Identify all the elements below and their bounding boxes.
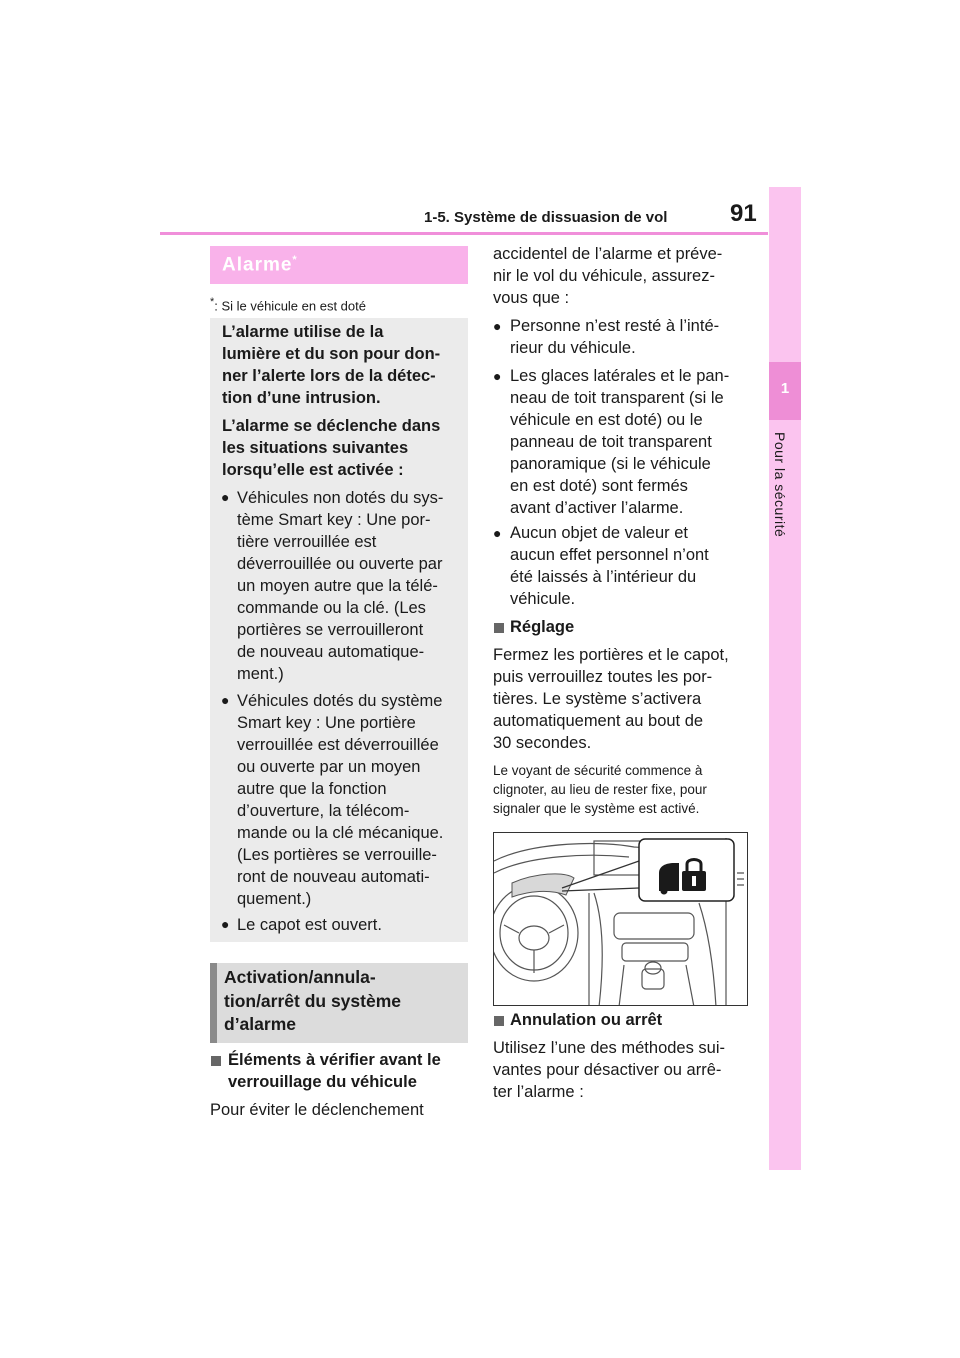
check-continued: accidentel de l’alarme et préve- nir le vol du véhicule, assurez- vous que : — [493, 245, 723, 307]
bullet-nobody-inside: Personne n’est resté à l’inté- rieur du véhicule. — [510, 317, 720, 357]
cancel-paragraph: Utilisez l’une des méthodes sui- vantes pour désactiver ou arrê- ter l’alarme : — [493, 1039, 726, 1101]
bullet-icon: ● — [493, 368, 502, 384]
chapter-number: 1 — [780, 380, 790, 397]
bullet-no-valuables: Aucun objet de valeur et aucun effet personnel n’ont été laissés à l’intérieur du véhicule. — [510, 524, 709, 608]
activation-heading: Activation/annula- tion/arrêt du système d’alarme — [224, 967, 401, 1034]
activation-heading-accent — [210, 963, 217, 1043]
bullet-icon: ● — [221, 916, 230, 932]
check-intro: Pour éviter le déclenchement — [210, 1101, 424, 1119]
bullet-icon: ● — [493, 318, 502, 334]
bullet-icon: ● — [221, 692, 230, 708]
alarm-heading: Alarme* — [222, 254, 298, 276]
square-bullet-icon — [494, 1014, 510, 1032]
section-title: 1-5. Système de dissuasion de vol — [424, 209, 668, 226]
footnote: *: Si le véhicule en est doté — [210, 296, 366, 314]
setting-heading: Réglage — [510, 618, 575, 636]
footnote-marker: * — [292, 254, 298, 266]
intro-paragraph: L’alarme utilise de la lumière et du son pour don- ner l’alerte lors de la détec- tion d’une intrusion. — [222, 323, 441, 407]
bullet-icon: ● — [493, 525, 502, 541]
cancel-heading: Annulation ou arrêt — [510, 1011, 663, 1029]
setting-paragraph: Fermez les portières et le capot, puis verrouillez toutes les por- tières. Le système s’activera automatiquement au bout de 30 secondes. — [493, 646, 729, 752]
chapter-label: Pour la sécurité — [772, 432, 788, 538]
header-rule — [160, 232, 768, 235]
square-bullet-icon — [211, 1054, 227, 1072]
square-bullet-icon — [494, 621, 510, 639]
check-heading: Éléments à vérifier avant le verrouillage du véhicule — [228, 1051, 441, 1091]
dashboard-drawing — [494, 833, 748, 1006]
bullet-smart-key: Véhicules dotés du système Smart key : Une portière verrouillée est déverrouillée ou ouverte par un moyen autre que la fonction d’ouverture, la télécom- mande ou la clé mécanique. (Les portières se verrouille- ront de nouveau automati- quement.) — [237, 692, 444, 908]
dashboard-illustration — [493, 832, 748, 1006]
chapter-tab — [769, 187, 801, 1170]
bullet-icon: ● — [221, 489, 230, 505]
bullet-hood-open: Le capot est ouvert. — [237, 916, 382, 934]
bullet-no-smart-key: Véhicules non dotés du sys- tème Smart key : Une por- tière verrouillée est déverrouillée ou ouverte par un moyen autre que la télé- commande ou la clé. (Les portières se verrouilleront de nouveau automatique- ment.) — [237, 489, 444, 683]
trigger-paragraph: L’alarme se déclenche dans les situations suivantes lorsqu’elle est activée : — [222, 417, 441, 479]
page-number: 91 — [730, 200, 757, 227]
bullet-windows-closed: Les glaces latérales et le pan- neau de toit transparent (si le véhicule en est doté) ou le panneau de toit transparent panoramique (si le véhicule en est doté) sont fermés avant d’activer l’alarme. — [510, 367, 730, 517]
setting-note: Le voyant de sécurité commence à clignoter, au lieu de rester fixe, pour signaler que le système est activé. — [493, 763, 707, 816]
